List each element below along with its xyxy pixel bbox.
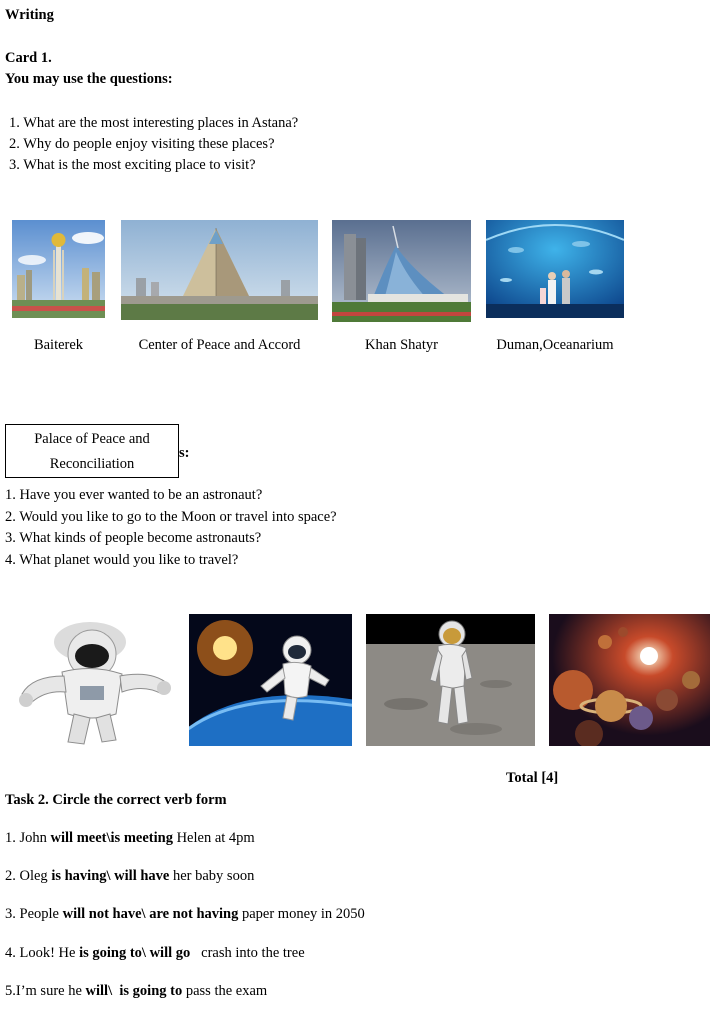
card1-title: Card 1. [5, 50, 52, 66]
oceanarium-photo [486, 220, 624, 318]
card2-question: 2. Would you like to go to the Moon or travel into space? [5, 509, 337, 525]
task2-item-rest: Helen at 4pm [172, 830, 255, 846]
image-caption: Khan Shatyr [365, 337, 438, 353]
task2-item-rest: her baby soon [169, 868, 255, 884]
card1-question: 1. What are the most interesting places in Astana? [9, 115, 299, 131]
moon-astronaut-photo [366, 614, 535, 746]
card1-question: 3. What is the most exciting place to visit? [9, 157, 256, 173]
task2-item-rest: paper money in 2050 [238, 906, 365, 922]
pyramid-photo [121, 220, 318, 320]
astronaut-earth-photo [189, 614, 352, 746]
card1-intro: You may use the questions: [5, 71, 173, 87]
image-caption: Duman,Oceanarium [496, 337, 614, 353]
task2-item-rest: crash into the tree [190, 945, 305, 961]
task2-item-lead: 1. John [5, 830, 51, 846]
card2-question: 4. What planet would you like to travel? [5, 552, 239, 568]
page-heading: Writing [5, 7, 54, 23]
card2-question: 3. What kinds of people become astronauts? [5, 530, 262, 546]
callout-box [5, 424, 179, 478]
card1-question: 2. Why do people enjoy visiting these places? [9, 136, 275, 152]
task2-item-rest: pass the exam [182, 983, 268, 999]
task2-item-lead: 4. Look! He [5, 945, 80, 961]
task2-title: Task 2. Circle the correct verb form [5, 792, 227, 808]
task2-item [5, 830, 255, 847]
card2-question: 1. Have you ever wanted to be an astronaut? [5, 487, 263, 503]
image-caption: Center of Peace and Accord [138, 337, 301, 353]
callout-line: Reconciliation [49, 456, 135, 472]
khan-shatyr-photo [332, 220, 471, 322]
task2-item [5, 983, 267, 1000]
verb-choice[interactable]: will meet\is meeting [50, 830, 173, 846]
astronaut-floating-photo [12, 614, 176, 746]
verb-choice[interactable]: will\ is going to [85, 983, 183, 999]
obscured-heading-suffix: s: [179, 445, 190, 461]
total-score: Total [4] [506, 770, 559, 786]
task2-item [5, 868, 254, 885]
task2-item-lead: 2. Oleg [5, 868, 52, 884]
baiterek-photo [12, 220, 105, 318]
task2-item [5, 945, 305, 962]
planets-photo [549, 614, 710, 746]
verb-choice[interactable]: is going to\ will go [79, 945, 191, 961]
callout-line: Palace of Peace and [34, 431, 150, 447]
task2-item-lead: 5.I’m sure he [5, 983, 86, 999]
verb-choice[interactable]: will not have\ are not having [62, 906, 239, 922]
image-caption: Baiterek [33, 337, 84, 353]
verb-choice[interactable]: is having\ will have [51, 868, 170, 884]
task2-item-lead: 3. People [5, 906, 63, 922]
task2-item [5, 906, 365, 923]
